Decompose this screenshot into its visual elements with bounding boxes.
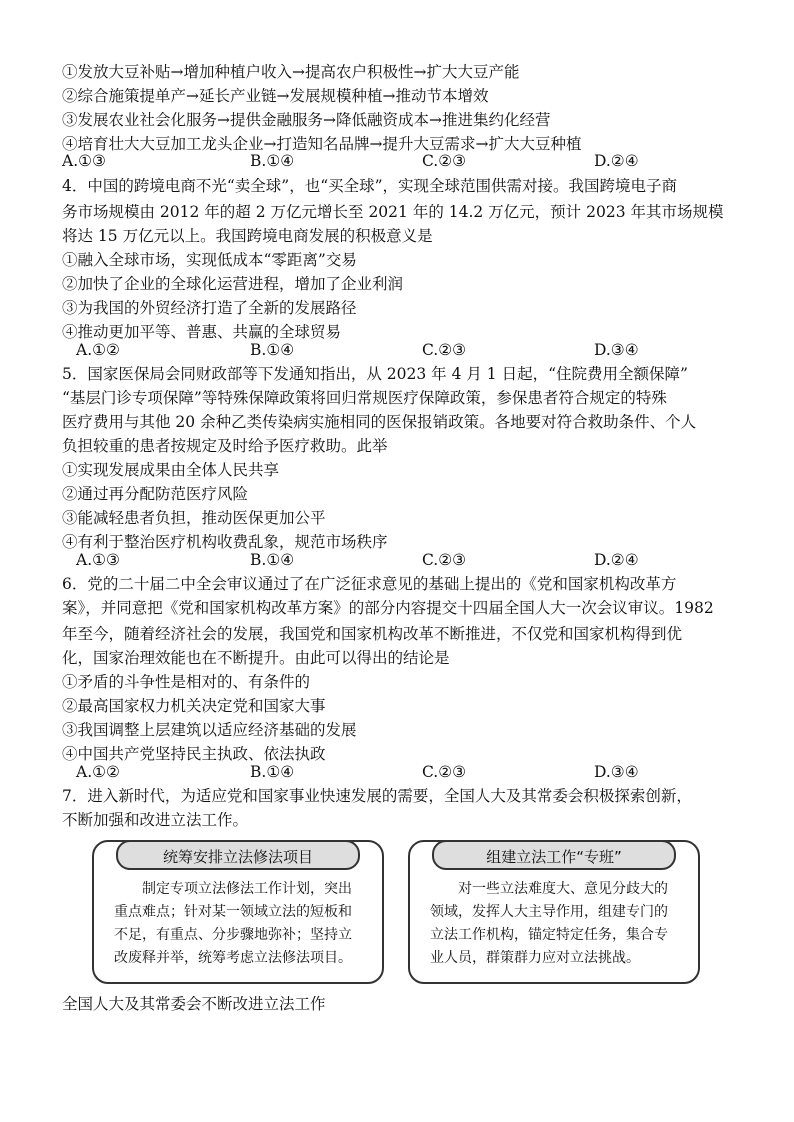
q5-stem-line-3: 医疗费用与其他 20 余种乙类传染病实施相同的医保报销政策。各地要对符合救助条件、个人 — [62, 413, 697, 431]
q6-option-d: D.③④ — [594, 763, 639, 781]
q5-option-b: B.①④ — [250, 551, 295, 569]
q5-item-1: ①实现发展成果由全体人民共享 — [62, 461, 280, 479]
q6-stem-line-4: 化，国家治理效能也在不断提升。由此可以得出的结论是 — [62, 649, 450, 667]
q5-stem-line-2: “基层门诊专项保障”等特殊保障政策将回归常规医疗保障政策，参保患者符合规定的特殊 — [62, 389, 667, 407]
q4-item-2: ②加快了企业的全球化运营进程，增加了企业利润 — [62, 275, 404, 293]
q3-option-b: B.①④ — [250, 152, 295, 170]
q6-option-c: C.②③ — [422, 763, 467, 781]
q6-item-2: ②最高国家权力机关决定党和国家大事 — [62, 697, 326, 715]
q5-item-3: ③能减轻患者负担，推动医保更加公平 — [62, 509, 326, 527]
q5-option-a: A.①③ — [76, 551, 120, 569]
q4-item-1: ①融入全球市场，实现低成本“零距离”交易 — [62, 251, 357, 269]
q4-option-b: B.①④ — [250, 341, 295, 359]
q5-option-c: C.②③ — [422, 551, 467, 569]
q7-tail: 全国人大及其常委会不断改进立法工作 — [62, 995, 326, 1013]
q6-stem-line-2: 案》，并同意把《党和国家机构改革方案》的部分内容提交十四届全国人大一次会议审议。1982 — [62, 599, 714, 617]
q4-option-d: D.③④ — [594, 341, 639, 359]
q3-option-d: D.②④ — [594, 152, 639, 170]
q7-stem-line-2: 不断加强和改进立法工作。 — [62, 811, 249, 829]
q6-option-b: B.①④ — [250, 763, 295, 781]
q5-option-d: D.②④ — [594, 551, 639, 569]
q6-item-3: ③我国调整上层建筑以适应经济基础的发展 — [62, 721, 357, 739]
q6-item-4: ④中国共产党坚持民主执政、依法执政 — [62, 745, 326, 763]
q4-option-c: C.②③ — [422, 341, 467, 359]
q6-stem-line-3: 年至今，随着经济社会的发展，我国党和国家机构改革不断推进，不仅党和国家机构得到优 — [62, 625, 683, 643]
q4-item-3: ③为我国的外贸经济打造了全新的发展路径 — [62, 299, 357, 317]
q7-stem-line-1: 7．进入新时代，为适应党和国家事业快速发展的需要，全国人大及其常委会积极探索创新， — [62, 787, 692, 805]
q6-option-a: A.①② — [76, 763, 120, 781]
q3-item-3: ③发展农业社会化服务→提供金融服务→降低融资成本→推进集约化经营 — [62, 111, 551, 129]
q4-stem-line-2: 务市场规模由 2012 年的超 2 万亿元增长至 2021 年的 14.2 万亿元，预计 2023 年其市场规模 — [62, 203, 724, 221]
q4-option-a: A.①② — [76, 341, 120, 359]
q7-box-right-body: 对一些立法难度大、意见分歧大的领域，发挥人大主导作用，组建专门的立法工作机构，锚定特定任务，集合专业人员，群策群力应对立法挑战。 — [430, 881, 668, 966]
q3-item-2: ②综合施策提单产→延长产业链→发展规模种植→推动节本增效 — [62, 87, 489, 105]
q7-box-left-title: 统筹安排立法修法项目 — [116, 840, 360, 870]
q4-item-4: ④推动更加平等、普惠、共赢的全球贸易 — [62, 323, 342, 341]
q7-box-right-title: 组建立法工作“专班” — [432, 840, 676, 870]
q4-stem-line-3: 将达 15 万亿元以上。我国跨境电商发展的积极意义是 — [62, 227, 433, 245]
q7-box-left-body: 制定专项立法修法工作计划，突出重点难点；针对某一领域立法的短板和不足，有重点、分步骤地弥补；坚持立改废释并举，统筹考虑立法修法项目。 — [114, 881, 352, 966]
q7-box-left — [92, 840, 384, 984]
q3-option-a: A.①③ — [62, 152, 106, 170]
q3-option-c: C.②③ — [422, 152, 467, 170]
q6-stem-line-1: 6．党的二十届二中全会审议通过了在广泛征求意见的基础上提出的《党和国家机构改革方 — [62, 575, 677, 593]
q5-stem-line-4: 负担较重的患者按规定及时给予医疗救助。此举 — [62, 437, 388, 455]
q5-item-4: ④有利于整治医疗机构收费乱象，规范市场秩序 — [62, 533, 388, 551]
q3-item-4: ④培育壮大大豆加工龙头企业→打造知名品牌→提升大豆需求→扩大大豆种植 — [62, 135, 582, 153]
q4-stem-line-1: 4．中国的跨境电商不光“卖全球”，也“买全球”，实现全球范围供需对接。我国跨境电子商 — [62, 177, 678, 195]
q5-item-2: ②通过再分配防范医疗风险 — [62, 485, 249, 503]
q7-box-right — [408, 840, 700, 984]
q5-stem-line-1: 5．国家医保局会同财政部等下发通知指出，从 2023 年 4 月 1 日起，“住院费用全额保障” — [62, 365, 688, 383]
q3-item-1: ①发放大豆补贴→增加种植户收入→提高农户积极性→扩大大豆产能 — [62, 63, 520, 81]
q6-item-1: ①矛盾的斗争性是相对的、有条件的 — [62, 673, 311, 691]
